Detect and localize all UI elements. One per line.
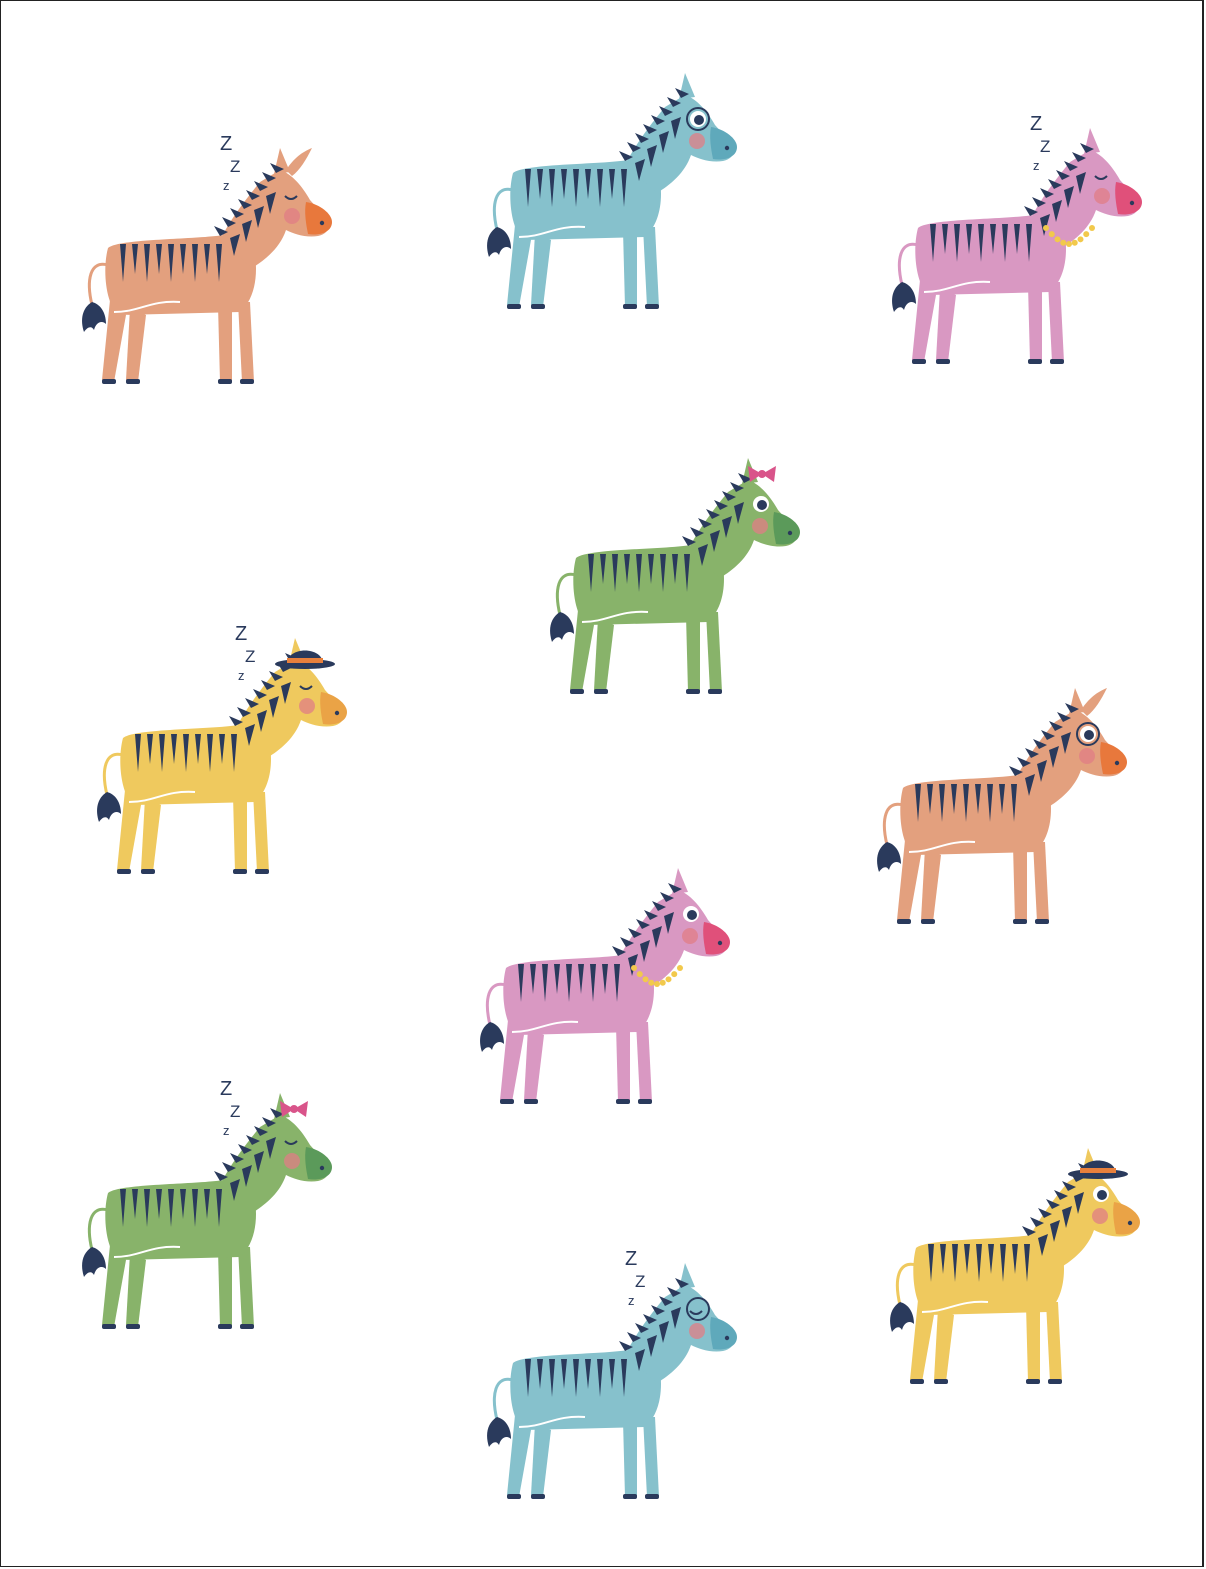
zebra-illustration bbox=[888, 1130, 1158, 1390]
svg-text:Z: Z bbox=[235, 623, 248, 645]
svg-text:z: z bbox=[223, 178, 230, 193]
svg-text:Z: Z bbox=[230, 157, 241, 176]
svg-text:Z: Z bbox=[245, 647, 256, 666]
zebra-illustration bbox=[80, 1075, 350, 1335]
zebra-illustration bbox=[485, 55, 755, 315]
zebra-illustration bbox=[875, 670, 1145, 930]
zebra-illustration bbox=[890, 110, 1160, 370]
svg-text:z: z bbox=[223, 1123, 230, 1138]
svg-text:Z: Z bbox=[230, 1102, 241, 1121]
svg-text:z: z bbox=[1033, 158, 1040, 173]
svg-text:Z: Z bbox=[1030, 113, 1043, 135]
svg-text:z: z bbox=[238, 668, 245, 683]
zebra-illustration bbox=[485, 1245, 755, 1505]
svg-text:z: z bbox=[628, 1293, 635, 1308]
zebra-illustration bbox=[95, 620, 365, 880]
zebra-illustration bbox=[80, 130, 350, 390]
zebra-illustration bbox=[548, 440, 818, 700]
zebra-illustration bbox=[478, 850, 748, 1110]
svg-text:Z: Z bbox=[635, 1272, 646, 1291]
svg-text:Z: Z bbox=[625, 1248, 638, 1270]
svg-text:Z: Z bbox=[220, 1078, 233, 1100]
svg-text:Z: Z bbox=[1040, 137, 1051, 156]
svg-text:Z: Z bbox=[220, 133, 233, 155]
